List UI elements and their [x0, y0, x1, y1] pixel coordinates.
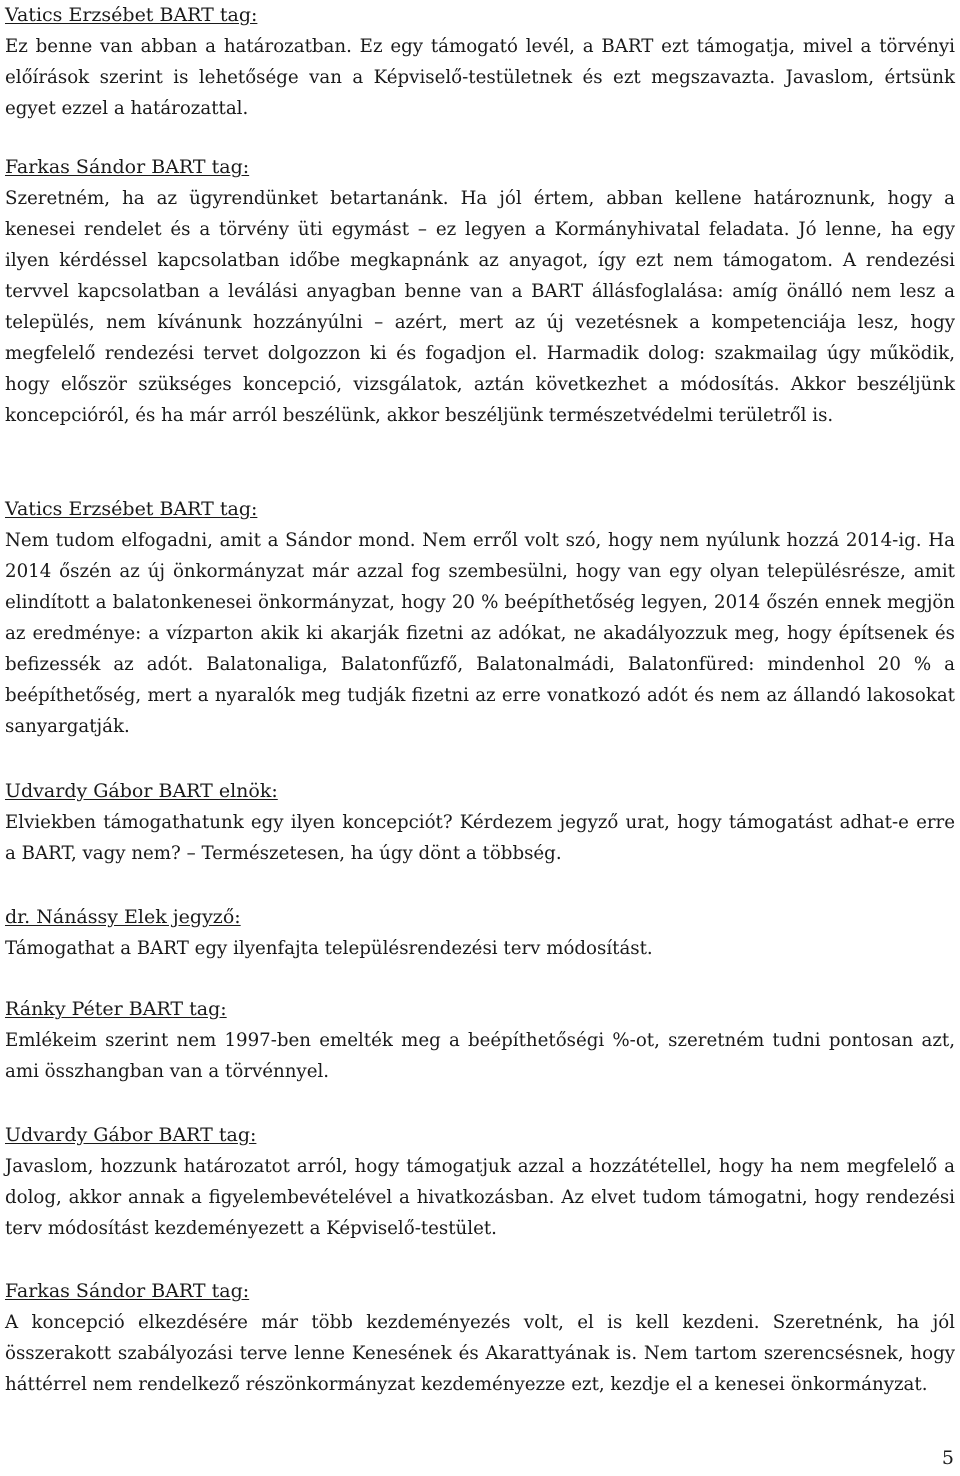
speech-text: Emlékeim szerint nem 1997-ben emelték meg a beépíthetőségi %-ot, szeretném tudni pontosan azt, ami összhangban van a törvénnyel.: [5, 1030, 955, 1082]
speech-text: Nem tudom elfogadni, amit a Sándor mond. Nem erről volt szó, hogy nem nyúlunk hozzá 2014-ig. Ha 2014 őszén az új önkormányzat már azzal fog szembesülni, hogy van egy olyan településrésze, amit elindított a balatonkenesei önkormányzat, hogy 20 % beépíthetőség legyen, 2014 őszén ennek megjön az eredménye: a vízparton akik ki akarják fizetni az adókat, ne akadályozzuk meg, hogy építsenek és befizessék az adót. Balatonaliga, Balatonfűzfő, Balatonalmádi, Balatonfüred: mindenhol 20 % a beépíthetőség, mert a nyaralók meg tudják fizetni az erre vonatkozó adót és nem az állandó lakosokat sanyargatják.: [5, 530, 955, 737]
speech-block: [5, 1276, 955, 1400]
speech-text: Támogathat a BART egy ilyenfajta településrendezési terv módosítást.: [5, 938, 653, 959]
speech-text: Ez benne van abban a határozatban. Ez egy támogató levél, a BART ezt támogatja, mivel a törvényi előírások szerint is lehetősége van a Képviselő-testületnek és ezt megszavazta. Javaslom, értsünk egyet ezzel a határozattal.: [5, 36, 955, 119]
speaker-name: Farkas Sándor BART tag:: [5, 1280, 250, 1302]
speaker-name: Udvardy Gábor BART tag:: [5, 1124, 257, 1146]
speech-block: [5, 0, 955, 124]
speaker-name: Ránky Péter BART tag:: [5, 998, 227, 1020]
speaker-name: dr. Nánássy Elek jegyző:: [5, 906, 241, 928]
speech-text: Szeretném, ha az ügyrendünket betartanánk. Ha jól értem, abban kellene határoznunk, hogy a kenesei rendelet és a törvény üti egymást – ez legyen a Kormányhivatal feladata. Jó lenne, ha egy ilyen kérdéssel kapcsolatban időbe megkapnánk az anyagot, így ezt nem támogatom. A rendezési tervvel kapcsolatban a leválási anyagban benne van a BART állásfoglalása: amíg önálló nem lesz a település, nem kívánunk hozzányúlni – azért, mert az új vezetésnek a kompetenciája lesz, hogy megfelelő rendezési tervet dolgozzon ki és fogadjon el. Harmadik dolog: szakmailag úgy működik, hogy először szükséges koncepció, vizsgálatok, aztán következhet a módosítás. Akkor beszéljünk koncepcióról, és ha már arról beszélünk, akkor beszéljünk természetvédelmi területről is.: [5, 188, 955, 426]
page-number: 5: [941, 1447, 954, 1469]
speech-text: Elviekben támogathatunk egy ilyen koncepciót? Kérdezem jegyző urat, hogy támogatást adhat-e erre a BART, vagy nem? – Természetesen, ha úgy dönt a többség.: [5, 812, 955, 864]
speaker-name: Vatics Erzsébet BART tag:: [5, 498, 258, 520]
speech-block: [5, 152, 955, 431]
speaker-name: Udvardy Gábor BART elnök:: [5, 780, 278, 802]
speech-text: A koncepció elkezdésére már több kezdeményezés volt, el is kell kezdeni. Szeretnénk, ha jól összerakott szabályozási terve lenne Kenesének és Akarattyának is. Nem tartom szerencsésnek, hogy háttérrel nem rendelkező részönkormányzat kezdeményezze ezt, kezdje el a kenesei önkormányzat.: [5, 1312, 955, 1395]
speech-block: [5, 902, 653, 964]
speech-text: Javaslom, hozzunk határozatot arról, hogy támogatjuk azzal a hozzátétellel, hogy ha nem megfelelő a dolog, akkor annak a figyelembevételével a hivatkozásban. Az elvet tudom támogatni, hogy rendezési terv módosítást kezdeményezett a Képviselő-testület.: [5, 1156, 955, 1239]
speaker-name: Vatics Erzsébet BART tag:: [5, 4, 258, 26]
speech-block: [5, 994, 955, 1087]
speech-block: [5, 494, 955, 742]
speaker-name: Farkas Sándor BART tag:: [5, 156, 250, 178]
speech-block: [5, 776, 955, 869]
speech-block: [5, 1120, 955, 1244]
